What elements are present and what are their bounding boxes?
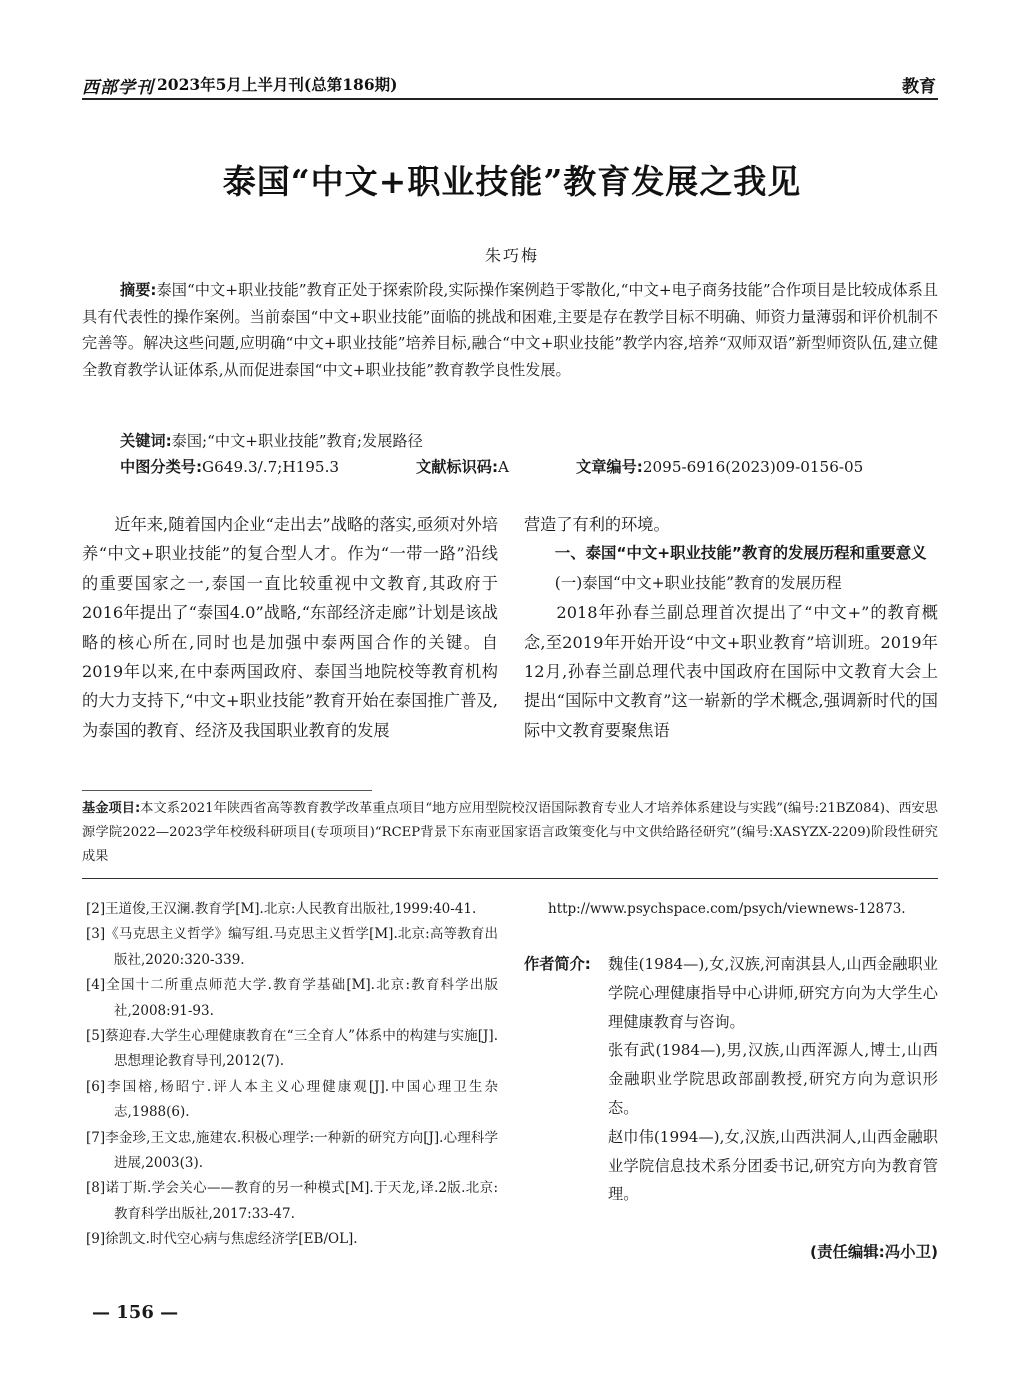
article-number <box>576 454 863 480</box>
reference-item: [7]李金珍,王文忠,施建农.积极心理学:一种新的研究方向[J].心理科学进展,2003(3). <box>86 1129 498 1172</box>
reference-url: http://www.psychspace.com/psych/viewnews-12873. <box>548 901 906 917</box>
section-heading: 一、泰国“中文+职业技能”教育的发展历程和重要意义 <box>554 544 927 563</box>
reference-item: [4]全国十二所重点师范大学.教育学基础[M].北京:教育科学出版社,2008:91-93. <box>86 977 498 1019</box>
page-header <box>82 70 938 100</box>
clc-value: G649.3/.7;H195.3 <box>202 458 340 476</box>
section-name: 教育 <box>902 77 936 97</box>
body-continuation: 营造了有利的环境。 <box>524 515 670 534</box>
funding-text: 本文系2021年陕西省高等教育教学改革重点项目“地方应用型院校汉语国际教育专业人才培养体系建设与实践”(编号:21BZ084)、西安思源学院2022—2023学年校级科研项目(专项项目)“RCEP背景下东南亚国家语言政策变化与中文供给路径研究”(编号:XASYZX-2209)阶段性研究成果 <box>82 801 938 864</box>
author-bio <box>524 950 938 1209</box>
subsection-heading: (一)泰国“中文+职业技能”教育的发展历程 <box>554 573 842 592</box>
reference-item: [8]诺丁斯.学会关心——教育的另一种模式[M].于天龙,译.2版.北京:教育科学出版社,2017:33-47. <box>86 1180 498 1222</box>
reference-item: [9]徐凯文.时代空心病与焦虑经济学[EB/OL]. <box>86 1231 358 1248</box>
doc-code <box>416 454 509 480</box>
keywords-label: 关键词: <box>120 432 172 450</box>
article-title: 泰国“中文+职业技能”教育发展之我见 <box>222 162 802 201</box>
body-left-column <box>82 510 498 745</box>
doc-value: A <box>498 458 509 476</box>
funding-label: 基金项目: <box>82 801 141 816</box>
reference-item: [2]王道俊,王汉澜.教育学[M].北京:人民教育出版社,1999:40-41. <box>86 901 477 917</box>
reference-item: [3]《马克思主义哲学》编写组.马克思主义哲学[M].北京:高等教育出版社,2020:320-339. <box>86 926 498 968</box>
author-bio-entry: 魏佳(1984—),女,汉族,河南淇县人,山西金融职业学院心理健康指导中心讲师,研究方向为大学生心理健康教育与咨询。 <box>608 955 938 1031</box>
reference-item: [6]李国榕,杨昭宁.评人本主义心理健康观[J].中国心理卫生杂志,1988(6). <box>86 1078 498 1121</box>
journal-logo: 西部学刊 <box>82 78 154 98</box>
article-number-value: 2095-6916(2023)09-0156-05 <box>642 458 864 476</box>
reference-list <box>86 897 498 1253</box>
reference-item: [5]蔡迎春.大学生心理健康教育在“三全育人”体系中的构建与实施[J].思想理论教育导刊,2012(7). <box>86 1028 498 1070</box>
body-paragraph: 2018年孙春兰副总理首次提出了“中文+”的教育概念,至2019年开始开设“中文+职业教育”培训班。2019年12月,孙春兰副总理代表中国政府在国际中文教育大会上提出“国际中文教育”这一崭新的学术概念,强调新时代的国际中文教育要聚焦语 <box>524 603 938 740</box>
classification-line <box>120 454 938 480</box>
author-name: 朱巧梅 <box>484 246 539 265</box>
clc-label: 中图分类号: <box>120 458 203 476</box>
section-divider <box>82 878 938 879</box>
author-bio-entry: 张有武(1984—),男,汉族,山西浑源人,博士,山西金融职业学院思政部副教授,研究方向为意识形态。 <box>608 1041 938 1117</box>
article-number-label: 文章编号: <box>576 458 643 476</box>
doc-label: 文献标识码: <box>416 458 499 476</box>
author-bio-entry: 赵巾伟(1994—),女,汉族,山西洪洞人,山西金融职业学院信息技术系分团委书记,研究方向为教育管理。 <box>608 1127 938 1204</box>
abstract-label: 摘要: <box>120 281 157 299</box>
responsible-editor: (责任编辑:冯小卫) <box>810 1243 938 1261</box>
issue-info: 2023年5月上半月刊(总第186期) <box>157 75 398 94</box>
abstract-text: 泰国“中文+职业技能”教育正处于探索阶段,实际操作案例趋于零散化,“中文+电子商务技能”合作项目是比较成体系且具有代表性的操作案例。当前泰国“中文+职业技能”面临的挑战和困难,主要是存在教学目标不明确、师资力量薄弱和评价机制不完善等。解决这些问题,应明确“中文+职业技能”培养目标,融合“中文+职业技能”教学内容,培养“双师双语”新型师资队伍,建立健全教育教学认证体系,从而促进泰国“中文+职业技能”教育教学良性发展。 <box>82 281 938 379</box>
footnote-divider <box>82 790 372 791</box>
funding-note <box>82 797 938 869</box>
body-right-column <box>524 510 938 745</box>
body-paragraph: 近年来,随着国内企业“走出去”战略的落实,亟须对外培养“中文+职业技能”的复合型人才。作为“一带一路”沿线的重要国家之一,泰国一直比较重视中文教育,其政府于2016年提出了“泰国4.0”战略,“东部经济走廊”计划是该战略的核心所在,同时也是加强中泰两国合作的关键。自2019年以来,在中泰两国政府、泰国当地院校等教育机构的大力支持下,“中文+职业技能”教育开始在泰国推广普及,为泰国的教育、经济及我国职业教育的发展 <box>82 515 498 740</box>
abstract <box>82 277 938 383</box>
keywords-text: 泰国;“中文+职业技能”教育;发展路径 <box>171 432 423 450</box>
clc-code <box>120 454 339 480</box>
keywords <box>120 428 938 454</box>
page-number: — 156 — <box>92 1302 179 1323</box>
author-bio-label: 作者简介: <box>524 955 591 973</box>
